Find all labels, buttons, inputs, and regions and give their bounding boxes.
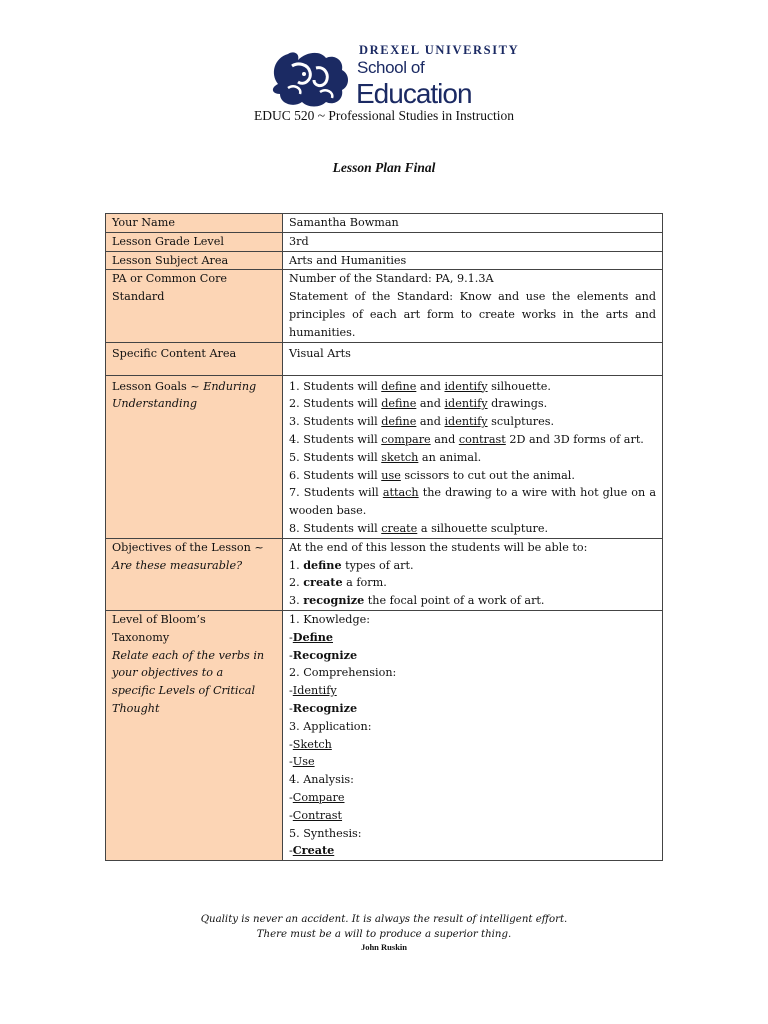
lesson-plan-table <box>105 213 663 861</box>
value-your-name: Samantha Bowman <box>283 214 663 233</box>
blooms-list <box>283 610 663 860</box>
goal-verb: define <box>381 415 417 429</box>
row-standard <box>106 270 663 342</box>
goal-verb: use <box>381 468 401 482</box>
blooms-label-italic-3: specific Levels of Critical <box>112 684 256 698</box>
standard-number: Number of the Standard: PA, 9.1.3A <box>289 272 494 286</box>
goals-list <box>283 375 663 538</box>
objectives-intro: At the end of this lesson the students will be able to: <box>289 540 588 554</box>
blooms-verb-text: Sketch <box>292 737 332 751</box>
goal-verb: identify <box>444 379 488 393</box>
blooms-heading: 1. Knowledge: <box>289 612 371 626</box>
objectives-list <box>283 538 663 610</box>
label-standard-line2: Standard <box>112 290 165 304</box>
goal-verb: sketch <box>381 450 419 464</box>
goal-text: 3. Students will <box>289 415 382 429</box>
goal-text: 2D and 3D forms of art. <box>505 432 644 446</box>
blooms-verb: -Define <box>289 629 333 644</box>
value-standard <box>283 270 663 342</box>
goal-text: the drawing to a wire with hot glue on a wooden base. <box>289 486 656 518</box>
objective-number: 2. <box>289 576 304 590</box>
row-goals <box>106 375 663 538</box>
blooms-verb: -Recognize <box>289 647 358 662</box>
row-name <box>106 214 663 233</box>
goal-verb: attach <box>382 486 419 500</box>
objective-text: types of art. <box>341 558 414 572</box>
dragon-logo-icon <box>264 44 354 110</box>
objective-item <box>289 557 656 575</box>
goal-verb: identify <box>444 415 488 429</box>
blooms-verb: -Create <box>289 843 335 858</box>
goal-text: 8. Students will <box>289 521 382 535</box>
objective-verb: create <box>303 575 343 590</box>
label-grade-level: Lesson Grade Level <box>106 232 283 251</box>
goal-text: drawings. <box>487 397 548 411</box>
row-objectives <box>106 538 663 610</box>
goal-item <box>289 467 656 485</box>
objective-verb: recognize <box>303 593 365 608</box>
label-objectives <box>106 538 283 610</box>
value-subject-area: Arts and Humanities <box>283 251 663 270</box>
goal-text: 5. Students will <box>289 450 382 464</box>
label-standard <box>106 270 283 342</box>
goal-text: a silhouette sculpture. <box>417 521 549 535</box>
goal-verb: define <box>381 379 417 393</box>
label-standard-line1: PA or Common Core <box>112 272 228 286</box>
goal-text: and <box>416 415 445 429</box>
label-subject-area: Lesson Subject Area <box>106 251 283 270</box>
blooms-verb: -Sketch <box>289 737 332 751</box>
blooms-heading: 3. Application: <box>289 719 372 733</box>
objective-item <box>289 574 656 592</box>
goal-verb: contrast <box>458 432 506 446</box>
label-goals <box>106 375 283 538</box>
objectives-label-plain: Objectives of the Lesson ~ <box>112 540 264 554</box>
blooms-verb: -Compare <box>289 790 345 804</box>
blooms-label-italic-1: Relate each of the verbs in <box>112 648 265 662</box>
goal-item <box>289 413 656 431</box>
quote-author: John Ruskin <box>360 942 408 952</box>
goal-verb: identify <box>444 397 488 411</box>
goal-text: sculptures. <box>487 415 555 429</box>
row-blooms <box>106 610 663 860</box>
goal-text: 2. Students will <box>289 397 382 411</box>
goal-item <box>289 431 656 449</box>
blooms-label-italic-2: your objectives to a <box>112 666 224 680</box>
label-content-area: Specific Content Area <box>106 342 283 375</box>
goal-text: 4. Students will <box>289 432 382 446</box>
blooms-verb: -Identify <box>289 684 337 698</box>
goals-label-plain: Lesson Goals ~ <box>112 379 204 393</box>
goal-text: silhouette. <box>487 379 551 393</box>
blooms-verb-text: Create <box>292 843 335 858</box>
logo-school-of: School of <box>357 58 425 77</box>
label-your-name: Your Name <box>106 214 283 233</box>
blooms-verb-text: Contrast <box>292 808 343 822</box>
blooms-heading: 4. Analysis: <box>289 773 354 787</box>
goals-label-italic-b: Understanding <box>112 397 197 411</box>
goal-text: and <box>416 379 445 393</box>
goal-text: scissors to cut out the animal. <box>400 468 575 482</box>
blooms-verb-text: Identify <box>292 684 337 698</box>
goals-label-italic-a: Enduring <box>203 379 257 393</box>
blooms-verb-text: Define <box>292 629 333 644</box>
goal-text: 7. Students will <box>289 486 383 500</box>
label-blooms <box>106 610 283 860</box>
objective-text: the focal point of a work of art. <box>364 594 545 608</box>
blooms-label-line1: Level of Bloom’s <box>112 612 206 626</box>
goal-item <box>289 520 656 538</box>
goal-item <box>289 378 656 396</box>
objective-number: 3. <box>289 594 304 608</box>
blooms-verb: -Contrast <box>289 808 343 822</box>
goal-item <box>289 449 656 467</box>
blooms-verb-text: Compare <box>292 790 345 804</box>
goal-text: an animal. <box>418 450 482 464</box>
row-content-area <box>106 342 663 375</box>
footer-quote <box>0 912 768 942</box>
goal-text: 1. Students will <box>289 379 382 393</box>
quote-line-1: Quality is never an accident. It is always the result of intelligent effort. <box>200 914 568 925</box>
row-grade <box>106 232 663 251</box>
blooms-verb-text: Recognize <box>292 700 358 715</box>
objective-verb: define <box>303 557 342 572</box>
logo-university-name: DREXEL UNIVERSITY <box>359 43 520 57</box>
blooms-verb: -Recognize <box>289 700 358 715</box>
goal-verb: compare <box>381 432 431 446</box>
logo-education: Education <box>356 78 472 109</box>
course-title: EDUC 520 ~ Professional Studies in Instruction <box>253 108 515 123</box>
blooms-verb-text: Use <box>292 755 315 769</box>
row-subject <box>106 251 663 270</box>
blooms-heading: 5. Synthesis: <box>289 826 362 840</box>
objective-number: 1. <box>289 558 304 572</box>
objective-item <box>289 592 656 610</box>
goal-item <box>289 395 656 413</box>
blooms-heading: 2. Comprehension: <box>289 666 397 680</box>
goal-text: and <box>430 432 459 446</box>
objectives-label-italic: Are these measurable? <box>112 558 243 572</box>
objective-text: a form. <box>342 576 387 590</box>
blooms-label-line2: Taxonomy <box>112 630 170 644</box>
blooms-verb-text: Recognize <box>292 647 358 662</box>
value-grade-level: 3rd <box>283 232 663 251</box>
standard-statement: Statement of the Standard: Know and use the elements and principles of each art form to create works in the arts and humanities. <box>289 290 656 339</box>
goal-text: 6. Students will <box>289 468 382 482</box>
goal-verb: create <box>381 521 418 535</box>
blooms-label-italic-4: Thought <box>112 701 160 715</box>
drexel-logo <box>264 40 520 112</box>
goal-item <box>289 484 656 520</box>
value-content-area: Visual Arts <box>283 342 663 375</box>
quote-line-2: There must be a will to produce a superior thing. <box>256 929 512 940</box>
document-title: Lesson Plan Final <box>332 160 436 175</box>
goal-verb: define <box>381 397 417 411</box>
goal-text: and <box>416 397 445 411</box>
blooms-verb: -Use <box>289 755 315 769</box>
